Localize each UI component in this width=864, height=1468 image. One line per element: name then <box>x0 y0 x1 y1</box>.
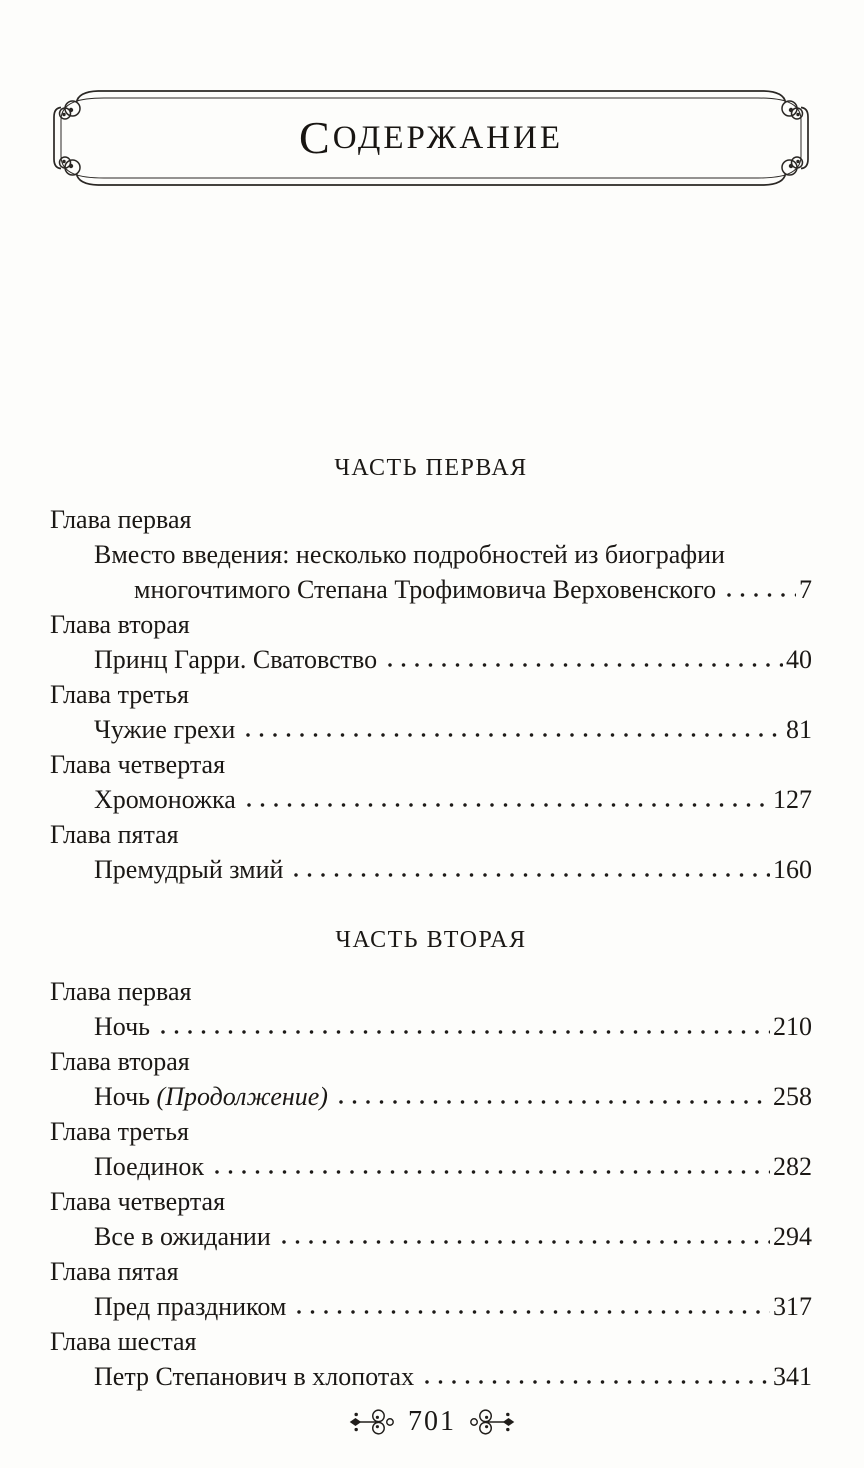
title-run: Все в ожидании <box>94 1222 271 1251</box>
toc-entry-title <box>94 712 235 747</box>
toc-entry-page: 210 <box>773 1012 812 1041</box>
title-run: Ночь <box>94 1012 151 1041</box>
toc-entry-title <box>94 537 725 572</box>
toc-entry-chapter: Глава вторая <box>50 1047 190 1076</box>
toc-entry-chapter: Глава вторая <box>50 610 190 639</box>
toc-entry-page: 127 <box>773 785 812 814</box>
toc-entry-line <box>50 1079 812 1114</box>
toc-entry-line <box>50 642 812 677</box>
dot-leader <box>245 803 770 808</box>
toc-section-2 <box>50 923 812 1394</box>
toc-entry-chapter: Глава пятая <box>50 820 179 849</box>
dot-leader <box>295 1310 770 1315</box>
toc-entry-title <box>94 852 283 887</box>
dot-leader <box>159 1030 770 1035</box>
toc-entry-chapter: Глава первая <box>50 977 192 1006</box>
toc-entry-chapter: Глава первая <box>50 505 192 534</box>
toc-entry-page: 317 <box>773 1292 812 1321</box>
part-heading: ЧАСТЬ ВТОРАЯ <box>335 927 527 953</box>
page-footer <box>0 1406 864 1438</box>
toc-entry-line <box>50 1359 812 1394</box>
footer-flourish-left-icon <box>349 1407 395 1437</box>
toc-entry-title <box>134 572 716 607</box>
title-run: Поединок <box>94 1152 204 1181</box>
title-run: Петр Степанович в хлопотах <box>94 1362 415 1391</box>
footer-flourish-right-icon <box>469 1407 515 1437</box>
toc-entry-title <box>94 782 236 817</box>
page-title <box>50 87 812 189</box>
toc-entry-line <box>50 782 812 817</box>
title-run: многочтимого Степана Трофимовича Верховенского <box>134 575 717 604</box>
part-heading: ЧАСТЬ ПЕРВАЯ <box>334 455 528 481</box>
toc-entry-line <box>50 572 812 607</box>
toc-entry-page: 81 <box>786 715 812 744</box>
title-run: (Продолжение) <box>156 1082 328 1111</box>
toc-entry-line <box>50 852 812 887</box>
toc-entry-title <box>94 1289 286 1324</box>
dot-leader <box>337 1100 770 1105</box>
toc-entry-chapter: Глава третья <box>50 1117 189 1146</box>
title-run: Пред праздником <box>94 1292 287 1321</box>
toc-entry-page: 294 <box>773 1222 812 1251</box>
toc-entry-page: 282 <box>773 1152 812 1181</box>
toc-entry-page: 40 <box>786 645 812 674</box>
toc-entry-title <box>94 1359 414 1394</box>
toc-entry-title <box>94 1009 150 1044</box>
toc-entry-title <box>94 1149 204 1184</box>
page-number: 701 <box>408 1406 456 1437</box>
toc-entry-page: 160 <box>773 855 812 884</box>
dot-leader <box>292 873 770 878</box>
toc-entry-page: 258 <box>773 1082 812 1111</box>
dot-leader <box>386 663 783 668</box>
title-run: Принц Гарри. Сватовство <box>94 645 378 674</box>
dot-leader <box>280 1240 770 1245</box>
toc-entry-line <box>50 1219 812 1254</box>
toc-entry-chapter: Глава четвертая <box>50 1187 226 1216</box>
dot-leader <box>725 593 796 598</box>
toc-entry-chapter: Глава третья <box>50 680 189 709</box>
toc-entry-line <box>50 712 812 747</box>
title-run: Хромоножка <box>94 785 236 814</box>
dot-leader <box>213 1170 770 1175</box>
toc-entry-chapter: Глава шестая <box>50 1327 197 1356</box>
dot-leader <box>423 1380 770 1385</box>
toc-entry-chapter: Глава пятая <box>50 1257 179 1286</box>
title-run: Ночь <box>94 1082 157 1111</box>
toc-entry-line <box>50 537 812 572</box>
title-run: Вместо введения: несколько подробностей из биографии <box>94 540 725 569</box>
toc-section-1 <box>50 451 812 887</box>
title-run: Премудрый змий <box>94 855 284 884</box>
toc-entry-title <box>94 642 377 677</box>
page-title-rest: ОДЕРЖАНИЕ <box>332 119 563 156</box>
title-run: Чужие грехи <box>94 715 236 744</box>
toc-entry-line <box>50 1009 812 1044</box>
toc-entry-line <box>50 1289 812 1324</box>
toc-entry-chapter: Глава четвертая <box>50 750 226 779</box>
toc-entry-title <box>94 1219 271 1254</box>
toc-entry-page: 341 <box>773 1362 812 1391</box>
page-title-initial: С <box>299 112 333 163</box>
toc-header <box>50 87 812 189</box>
toc-body <box>50 451 812 1394</box>
toc-entry-title <box>94 1079 328 1114</box>
dot-leader <box>244 733 783 738</box>
toc-entry-page: 7 <box>799 575 812 604</box>
toc-entry-line <box>50 1149 812 1184</box>
